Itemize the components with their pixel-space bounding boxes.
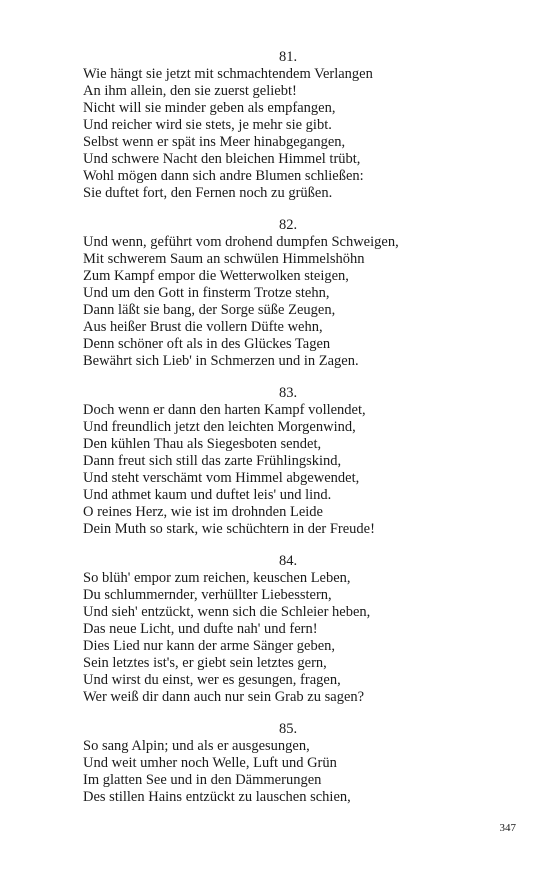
stanza xyxy=(83,49,483,202)
verse-line: Des stillen Hains entzückt zu lauschen schien, xyxy=(83,789,351,805)
verse-line: An ihm allein, den sie zuerst geliebt! xyxy=(83,83,297,99)
verse-line: Wie hängt sie jetzt mit schmachtendem Verlangen xyxy=(83,66,373,82)
stanza-number: 84. xyxy=(278,553,298,569)
page-number: 347 xyxy=(499,822,516,834)
stanza-number: 85. xyxy=(278,721,298,737)
verse-line: Zum Kampf empor die Wetterwolken steigen, xyxy=(83,268,349,284)
verse-line: Und wenn, geführt vom drohend dumpfen Schweigen, xyxy=(83,234,399,250)
verse-line: Nicht will sie minder geben als empfangen, xyxy=(83,100,336,116)
verse-line: Und um den Gott in finsterm Trotze stehn, xyxy=(83,285,330,301)
stanza-number: 83. xyxy=(278,385,298,401)
verse-line: Denn schöner oft als in des Glückes Tagen xyxy=(83,336,331,352)
verse-line: Aus heißer Brust die vollern Düfte wehn, xyxy=(83,319,323,335)
stanza xyxy=(83,385,483,538)
verse-line: Wer weiß dir dann auch nur sein Grab zu sagen? xyxy=(83,689,365,705)
verse-line: Bewährt sich Lieb' in Schmerzen und in Zagen. xyxy=(83,353,359,369)
verse-line: Dies Lied nur kann der arme Sänger geben, xyxy=(83,638,336,654)
verse-line: Und freundlich jetzt den leichten Morgenwind, xyxy=(83,419,356,435)
verse-line: Das neue Licht, und dufte nah' und fern! xyxy=(83,621,318,637)
verse-line: Sie duftet fort, den Fernen noch zu grüßen. xyxy=(83,185,333,201)
poem-body xyxy=(83,49,483,821)
verse-line: Und weit umher noch Welle, Luft und Grün xyxy=(83,755,337,771)
verse-line: Selbst wenn er spät ins Meer hinabgegangen, xyxy=(83,134,346,150)
verse-line: Und steht verschämt vom Himmel abgewendet, xyxy=(83,470,360,486)
verse-line: Den kühlen Thau als Siegesboten sendet, xyxy=(83,436,322,452)
stanza-number: 82. xyxy=(278,217,298,233)
verse-line: Und wirst du einst, wer es gesungen, fragen, xyxy=(83,672,341,688)
verse-line: Und reicher wird sie stets, je mehr sie gibt. xyxy=(83,117,332,133)
verse-line: Sein letztes ist's, er giebt sein letztes gern, xyxy=(83,655,327,671)
verse-line: So blüh' empor zum reichen, keuschen Leben, xyxy=(83,570,351,586)
verse-line: Wohl mögen dann sich andre Blumen schließen: xyxy=(83,168,364,184)
verse-line: Im glatten See und in den Dämmerungen xyxy=(83,772,322,788)
verse-line: Dann läßt sie bang, der Sorge süße Zeugen, xyxy=(83,302,336,318)
verse-line: Mit schwerem Saum an schwülen Himmelshöhn xyxy=(83,251,365,267)
stanza xyxy=(83,721,483,806)
stanza xyxy=(83,217,483,370)
verse-line: Doch wenn er dann den harten Kampf vollendet, xyxy=(83,402,366,418)
verse-line: Und schwere Nacht den bleichen Himmel trübt, xyxy=(83,151,361,167)
stanza xyxy=(83,553,483,706)
verse-line: Und athmet kaum und duftet leis' und lind. xyxy=(83,487,332,503)
verse-line: O reines Herz, wie ist im drohnden Leide xyxy=(83,504,323,520)
verse-line: Und sieh' entzückt, wenn sich die Schleier heben, xyxy=(83,604,371,620)
verse-line: So sang Alpin; und als er ausgesungen, xyxy=(83,738,310,754)
verse-line: Dann freut sich still das zarte Frühlingskind, xyxy=(83,453,342,469)
stanza-number: 81. xyxy=(278,49,298,65)
verse-line: Du schlummernder, verhüllter Liebesstern, xyxy=(83,587,332,603)
verse-line: Dein Muth so stark, wie schüchtern in der Freude! xyxy=(83,521,375,537)
